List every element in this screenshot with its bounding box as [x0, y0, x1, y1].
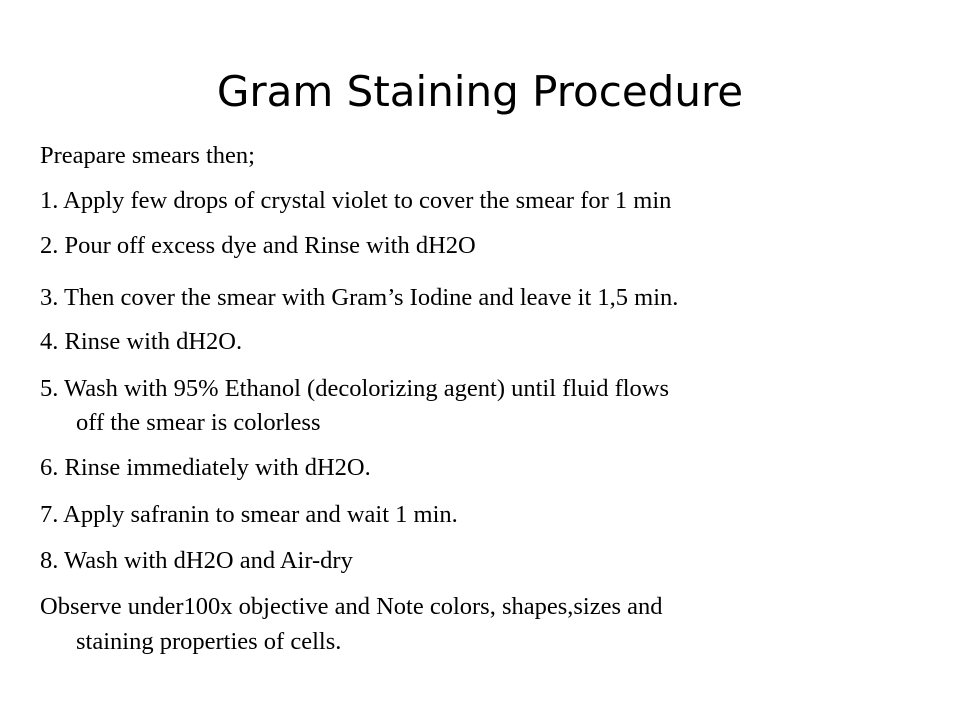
slide-title: Gram Staining Procedure: [216, 67, 744, 116]
step-8: 8. Wash with dH2O and Air-dry: [40, 547, 353, 574]
step-7: 7. Apply safranin to smear and wait 1 min.: [40, 501, 458, 528]
step-2: 2. Pour off excess dye and Rinse with dH2O: [40, 232, 476, 259]
observation-line-continued: staining properties of cells.: [76, 628, 342, 655]
step-6: 6. Rinse immediately with dH2O.: [40, 454, 371, 481]
step-1: 1. Apply few drops of crystal violet to cover the smear for 1 min: [40, 187, 672, 214]
step-3: 3. Then cover the smear with Gram’s Iodine and leave it 1,5 min.: [40, 284, 679, 311]
intro-line: Preapare smears then;: [40, 142, 255, 169]
step-5: 5. Wash with 95% Ethanol (decolorizing agent) until fluid flows: [40, 375, 670, 402]
observation-line: Observe under100x objective and Note colors, shapes,sizes and: [40, 593, 663, 620]
step-5-continued: off the smear is colorless: [76, 409, 321, 436]
step-4: 4. Rinse with dH2O.: [40, 328, 243, 355]
